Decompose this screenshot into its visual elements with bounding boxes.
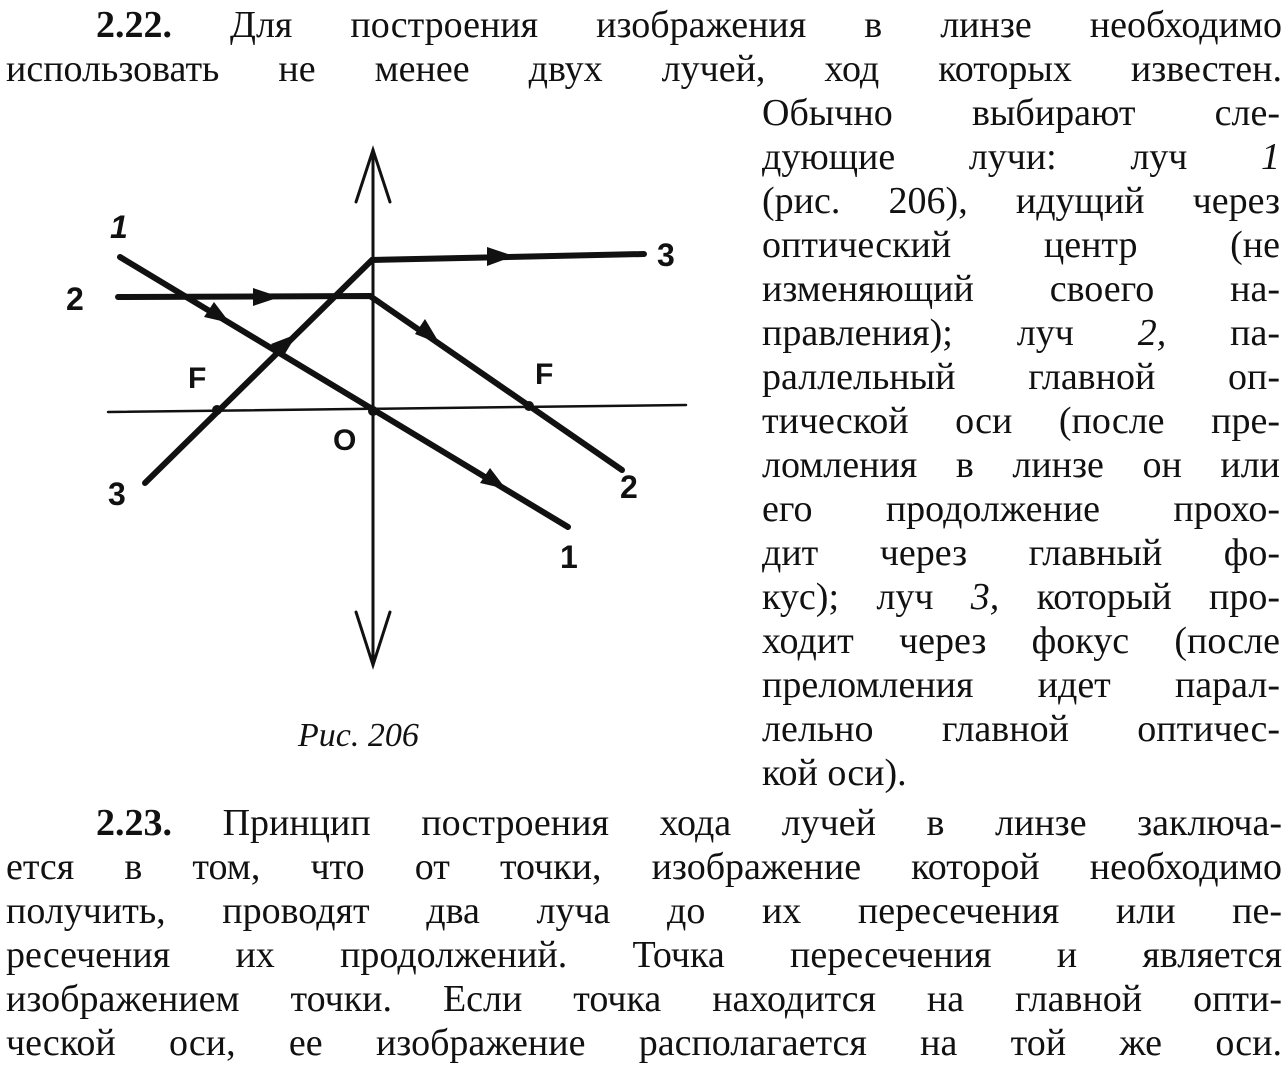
ray-2-out-label: 2 bbox=[620, 469, 638, 505]
p223-line-2: ется в том, что от точки, изображение которой необходимо bbox=[6, 846, 1282, 888]
p222-right-7: раллельный главной оп- bbox=[762, 356, 1280, 398]
ray-1-out-label: 1 bbox=[560, 539, 578, 575]
ray-2-arrow-in bbox=[253, 288, 280, 306]
p222-right-13: ходит через фокус (после bbox=[762, 620, 1280, 662]
p222-right-1: Обычно выбирают сле- bbox=[762, 92, 1280, 134]
p222-right-11: дит через главный фо- bbox=[762, 532, 1280, 574]
focus-left-point bbox=[212, 405, 222, 415]
lens-ray-diagram bbox=[60, 140, 700, 680]
ray-number: 1 bbox=[1261, 136, 1280, 178]
p223-line-5: изображением точки. Если точка находится на главной опти- bbox=[6, 978, 1282, 1020]
center-label: O bbox=[333, 424, 357, 457]
p222-right-2 bbox=[762, 134, 1280, 180]
p222-line-1 bbox=[96, 2, 1282, 48]
p222-right-10: его продолжение прохо- bbox=[762, 488, 1280, 530]
p222-right-14: преломления идет парал- bbox=[762, 664, 1280, 706]
p222-right-6 bbox=[762, 310, 1280, 356]
ray-1-in-label: 1 bbox=[110, 209, 128, 245]
p223-line-4: ресечения их продолжений. Точка пересечения и является bbox=[6, 934, 1282, 976]
focus-right-label: F bbox=[535, 358, 554, 391]
ray-1-arrow-in bbox=[204, 302, 230, 323]
p222-right-16: кой оси). bbox=[762, 752, 907, 794]
p223-line-1 bbox=[96, 800, 1282, 846]
p223-line-3: получить, проводят два луча до их пересечения или пе- bbox=[6, 890, 1282, 932]
ray-3-out-label: 3 bbox=[657, 237, 675, 273]
figure-caption: Рис. 206 bbox=[298, 717, 419, 754]
focus-right-point bbox=[524, 401, 534, 411]
text: па- bbox=[1230, 312, 1280, 354]
text: дующие лучи: луч bbox=[762, 136, 1188, 178]
text: Принцип построения хода лучей в линзе заключа- bbox=[222, 802, 1282, 844]
p222-right-8: тической оси (после пре- bbox=[762, 400, 1280, 442]
optical-center-point bbox=[368, 406, 378, 416]
p222-line-2: использовать не менее двух лучей, ход которых известен. bbox=[6, 48, 1282, 90]
ray-number: 3, bbox=[970, 576, 1000, 618]
p222-right-15: лельно главной оптичес- bbox=[762, 708, 1280, 750]
ray-2-in-label: 2 bbox=[66, 281, 84, 317]
p222-right-12 bbox=[762, 574, 1280, 620]
text: кус); луч bbox=[762, 576, 934, 618]
ray-3-in-label: 3 bbox=[108, 476, 126, 512]
p222-right-5: изменяющий своего на- bbox=[762, 268, 1280, 310]
ray-number: 2, bbox=[1137, 312, 1167, 354]
focus-left-label: F bbox=[188, 362, 207, 395]
text: который про- bbox=[1036, 576, 1281, 618]
p222-right-4: оптический центр (не bbox=[762, 224, 1280, 266]
section-number: 2.23. bbox=[96, 802, 172, 844]
optical-axis bbox=[108, 405, 686, 412]
p222-right-3: (рис. 206), идущий через bbox=[762, 180, 1280, 222]
text: Для построения изображения в линзе необходимо bbox=[230, 4, 1283, 46]
ray-2-arrow-out bbox=[415, 319, 440, 344]
ray-3-arrow-out bbox=[487, 247, 514, 266]
text: правления); луч bbox=[762, 312, 1074, 354]
section-number: 2.22. bbox=[96, 4, 172, 46]
p222-right-9: ломления в линзе он или bbox=[762, 444, 1280, 486]
ray-3 bbox=[145, 254, 644, 483]
ray-1-arrow-out bbox=[480, 468, 506, 489]
p223-line-6: ческой оси, ее изображение располагается на той же оси. bbox=[6, 1022, 1282, 1064]
